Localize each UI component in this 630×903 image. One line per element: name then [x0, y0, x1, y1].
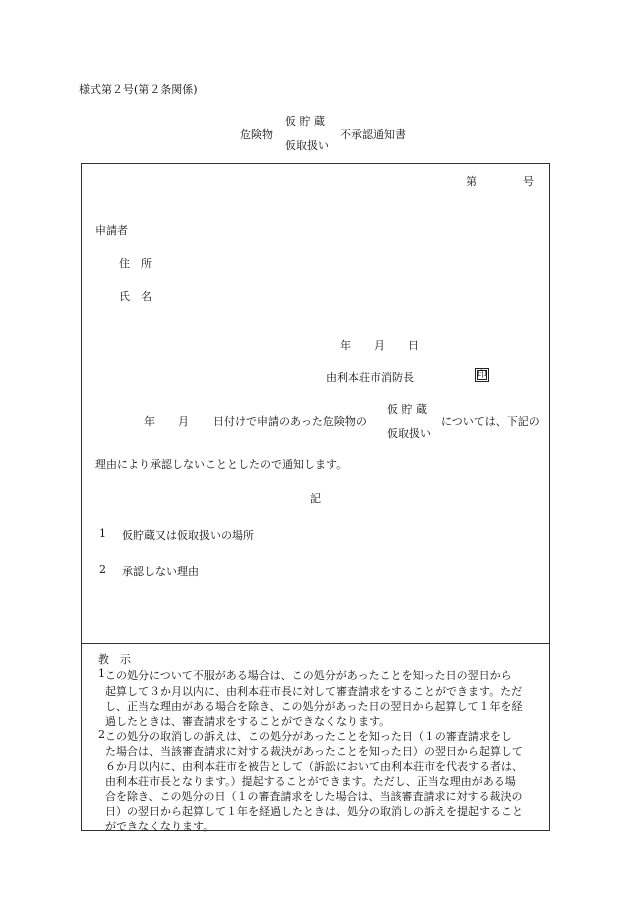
- date-month: 月: [374, 339, 385, 352]
- seal-text: 印: [477, 370, 487, 380]
- item-1-text: 仮貯蔵又は仮取扱いの場所: [122, 529, 254, 542]
- item-2-text: 承認しない理由: [122, 565, 199, 578]
- body-stacked-bottom: 仮取扱い: [387, 427, 431, 440]
- body-month: 月: [178, 415, 189, 428]
- notice-1-line-3: し、正当な理由がある場合を除き、この処分があった日の翌日から起算して１年を経: [105, 700, 523, 713]
- notice-2-line-3: ６か月以内に、由利本荘市を被告として（訴訟において由利本荘市を代表する者は、: [105, 760, 523, 773]
- notice-1-line-2: 起算して３か月以内に、由利本荘市長に対して審査請求をすることができます。ただ: [105, 685, 523, 698]
- name-label: 氏 名: [119, 290, 152, 303]
- notice-1-line-4: 過したときは、審査請求をすることができなくなります。: [105, 715, 391, 728]
- notice-2-line-4: 由利本荘市長となります。）提起することができます。ただし、正当な理由がある場: [105, 775, 516, 788]
- notice-2-num: 2: [98, 728, 105, 741]
- title-stacked-bottom: 仮取扱い: [285, 139, 329, 152]
- body-after-text: については、下記の: [441, 415, 540, 428]
- seal-mark: [475, 368, 489, 382]
- notice-1-num: 1: [98, 667, 105, 680]
- notice-1-line-1: この処分について不服がある場合は、この処分があったことを知った日の翌日から: [105, 669, 512, 682]
- notice-2-line-7: ができなくなります。: [105, 820, 215, 833]
- ki-heading: 記: [310, 492, 321, 505]
- notice-2-line-2: た場合は、当該審査請求に対する裁決があったことを知った日）の翌日から起算して: [105, 745, 523, 758]
- number-go: 号: [523, 175, 534, 188]
- address-label: 住 所: [119, 257, 152, 270]
- body-second-line: 理由により承認しないこととしたので通知します。: [95, 458, 348, 471]
- notice-2-line-1: この処分の取消しの訴えは、この処分があったことを知った日（１の審査請求をし: [105, 730, 512, 743]
- title-suffix: 不承認通知書: [340, 128, 406, 141]
- notice-divider: [81, 643, 550, 644]
- title-prefix: 危険物: [240, 128, 273, 141]
- item-2-num: 2: [99, 563, 106, 576]
- body-year: 年: [144, 415, 155, 428]
- body-mid-text: 日付けで申請のあった危険物の: [213, 415, 367, 428]
- date-day: 日: [408, 339, 419, 352]
- notice-2-line-6: 日）の翌日から起算して１年を経過したときは、処分の取消しの訴えを提起すること: [105, 805, 523, 818]
- date-year: 年: [340, 339, 351, 352]
- item-1-num: 1: [99, 527, 106, 540]
- number-dai: 第: [466, 175, 477, 188]
- applicant-heading: 申請者: [95, 224, 128, 237]
- issuer-name: 由利本荘市消防長: [326, 371, 414, 384]
- body-stacked-top: 仮 貯 蔵: [387, 403, 427, 416]
- notice-heading: 教 示: [98, 653, 131, 666]
- title-stacked-top: 仮 貯 蔵: [285, 115, 325, 128]
- notice-2-line-5: 合を除き、この処分の日（１の審査請求をした場合は、当該審査請求に対する裁決の: [105, 790, 523, 803]
- form-label: 様式第２号(第２条関係): [79, 83, 198, 96]
